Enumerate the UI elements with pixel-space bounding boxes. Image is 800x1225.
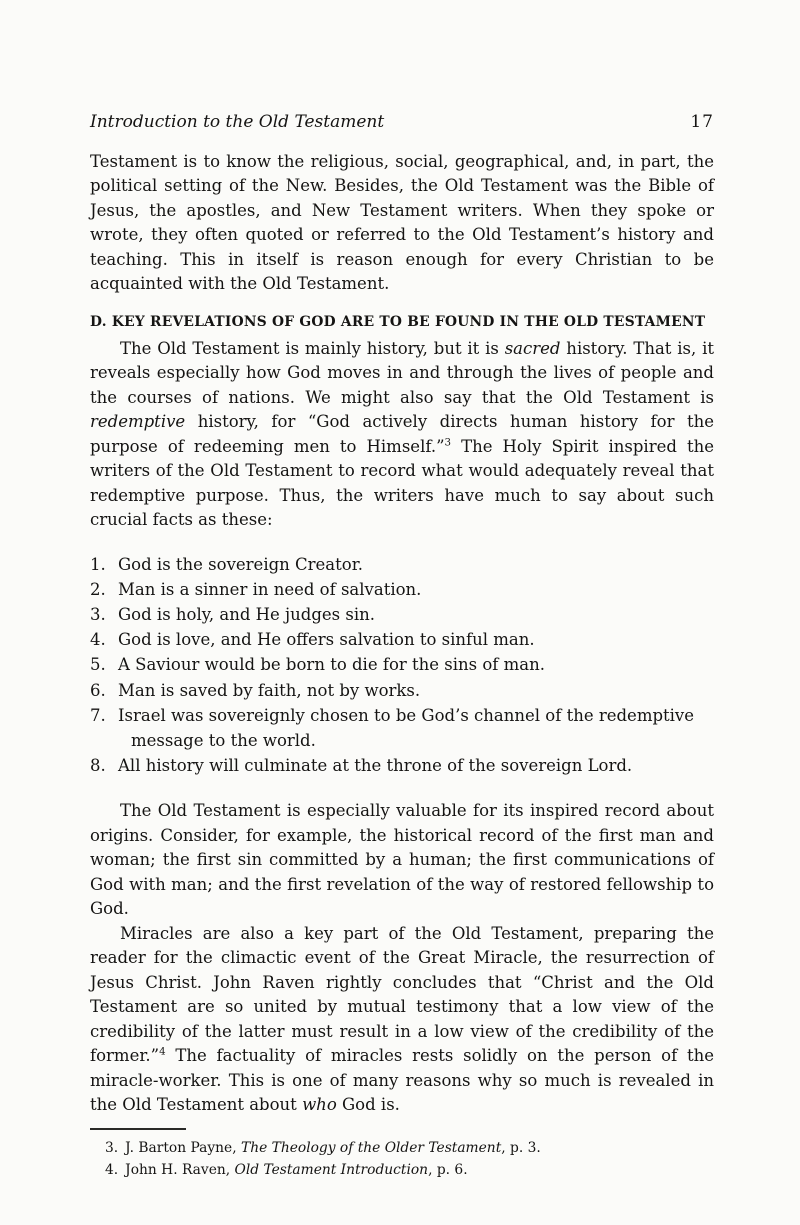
footnote-marker: 4 xyxy=(159,1046,166,1058)
list-item-text: All history will culminate at the throne of the sovereign Lord. xyxy=(118,756,633,776)
facts-list xyxy=(90,552,714,779)
paragraph-miracles xyxy=(90,922,714,1118)
footnote-list xyxy=(90,1137,714,1182)
list-item-text: Man is saved by faith, not by works. xyxy=(118,680,421,700)
list-item-number: 6. xyxy=(90,680,106,700)
list-item-number: 7. xyxy=(90,705,106,725)
footnote-text: J. Barton Payne, xyxy=(125,1139,241,1156)
footnote-divider xyxy=(90,1128,186,1130)
list-item xyxy=(90,602,714,627)
page-body xyxy=(90,150,714,1118)
text-run: The factuality of miracles rests solidly on the person of the miracle-worker. This is one of many reasons why so much is revealed in the Old Testament about xyxy=(90,1046,714,1115)
italic-text: sacred xyxy=(504,338,561,358)
text-run: God is. xyxy=(336,1095,400,1115)
running-head: Introduction to the Old Testament xyxy=(90,112,385,132)
list-item-number: 3. xyxy=(90,604,106,624)
footnote-text: , p. 6. xyxy=(428,1162,468,1179)
list-item-text: God is holy, and He judges sin. xyxy=(118,604,375,624)
list-item xyxy=(90,652,714,677)
list-item-text: God is the sovereign Creator. xyxy=(118,554,364,574)
italic-text: redemptive xyxy=(90,412,186,431)
footnote xyxy=(90,1159,714,1182)
footnote-text: , p. 3. xyxy=(501,1139,541,1156)
text-run: The Old Testament is especially valuable for its inspired record about origins. Consider, for example, the historical record of the first man and woman; the first sin committed by a human; the first communications of God with man; and the first revelation of the way of restored fellowship to God. xyxy=(90,801,714,919)
list-item xyxy=(90,577,714,602)
text-run: The Holy Spirit inspired the writers of the Old Testament to record what would adequately reveal that redemptive purpose. Thus, the writers have much to say about such crucial facts as these: xyxy=(90,436,714,529)
footnote-book-title: Old Testament Introduction xyxy=(234,1162,429,1179)
paragraph-continuation xyxy=(90,150,714,297)
list-item-number: 8. xyxy=(90,756,106,776)
paragraph-origins xyxy=(90,799,714,922)
text-run: history. That is, it reveals especially how God moves in and through the lives of people and the courses of nations. We might also say that the Old Testament is xyxy=(90,338,714,407)
list-item xyxy=(90,678,714,703)
footnote-number: 3. xyxy=(105,1139,119,1156)
list-item xyxy=(90,627,714,652)
footnotes-section xyxy=(90,1128,714,1182)
page-header xyxy=(90,110,714,135)
list-item-text: God is love, and He offers salvation to sinful man. xyxy=(118,630,535,650)
list-item-number: 1. xyxy=(90,554,106,574)
list-item xyxy=(90,753,714,778)
text-run: Testament is to know the religious, social, geographical, and, in part, the political setting of the New. Besides, the Old Testament was the Bible of Jesus, the apostles, and New Testament writers. When they spoke or wrote, they often quoted or referred to the Old Testament’s history and teaching. This in itself is reason enough for every Christian to be acquainted with the Old Testament. xyxy=(90,151,714,293)
list-item-number: 2. xyxy=(90,579,106,599)
footnote-book-title: The Theology of the Older Testament xyxy=(241,1139,502,1156)
text-run: history, for “God actively directs human history for the purpose of redeeming men to Himself.” xyxy=(90,412,714,456)
section-heading: D. KEY REVELATIONS OF GOD ARE TO BE FOUND IN THE OLD TESTAMENT xyxy=(90,313,706,330)
footnote xyxy=(90,1137,714,1160)
list-item xyxy=(90,552,714,577)
list-item-number: 5. xyxy=(90,655,106,675)
footnote-text: John H. Raven, xyxy=(125,1162,235,1179)
page-number: 17 xyxy=(690,112,714,132)
footnote-number: 4. xyxy=(105,1162,119,1179)
text-run: Miracles are also a key part of the Old Testament, preparing the reader for the climactic event of the Great Miracle, the resurrection of Jesus Christ. John Raven rightly concludes that “Christ and the Old Testament are so united by mutual testimony that a low view of the credibility of the latter must result in a low view of the credibility of the former.” xyxy=(90,923,714,1066)
footnote-marker: 3 xyxy=(444,437,452,448)
list-item-text: Man is a sinner in need of salvation. xyxy=(118,579,422,599)
list-item-number: 4. xyxy=(90,630,106,650)
list-item-text: A Saviour would be born to die for the sins of man. xyxy=(118,655,546,675)
italic-text: who xyxy=(302,1095,337,1115)
list-item-text: Israel was sovereignly chosen to be God’s channel of the redemptive message to the world. xyxy=(118,705,695,750)
paragraph-sacred-history xyxy=(90,337,714,533)
text-run: The Old Testament is mainly history, but it is xyxy=(120,338,505,358)
list-item xyxy=(90,703,714,753)
